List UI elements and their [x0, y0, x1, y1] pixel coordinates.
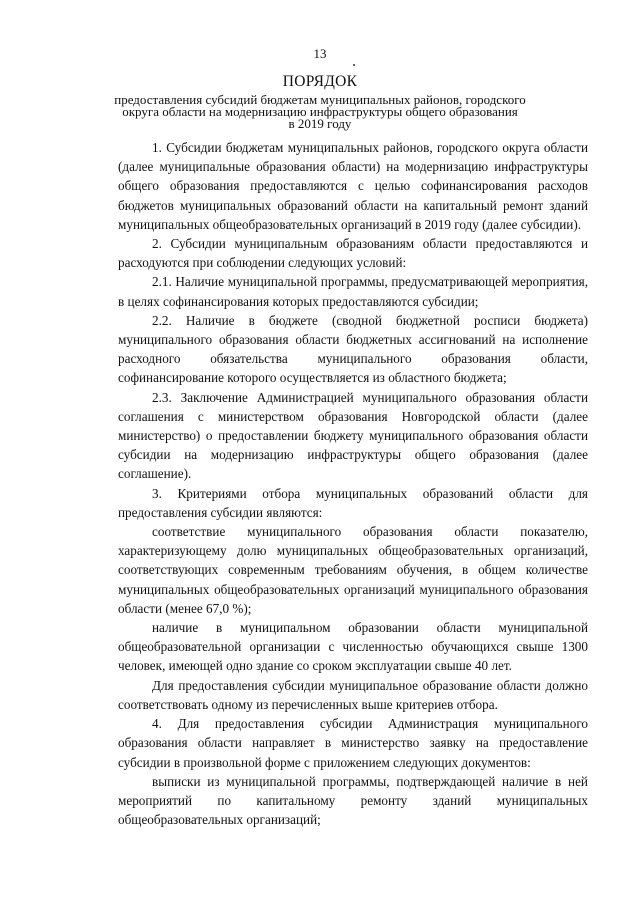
paragraph-2-3: 2.3. Заключение Администрацией муниципального образования области соглашения с министерством образования Новгородской области (далее министерство) о предоставлении бюджету муниципального образования области субсидии на модернизацию инфраструктуры общего образования (далее соглашение).: [118, 389, 588, 482]
document-body: [118, 138, 588, 829]
criterion-1: соответствие муниципального образования области показателю, характеризующему долю муниципальных общеобразовательных организаций, соответствующих современным требованиям обучения, в общем количестве муниципальных общеобразовательных организаций муниципального образования области (менее 67,0 %);: [118, 524, 588, 616]
paragraph-1: 1. Субсидии бюджетам муниципальных районов, городского округа области (далее муниципальные образования области) на модернизацию инфраструктуры общего образования предоставляются с целью софинансирования расходов бюджетов муниципальных образований области на капитальный ремонт зданий муниципальных общеобразовательных организаций в 2019 году (далее субсидии).: [118, 140, 588, 232]
document-title: ПОРЯДОК: [282, 73, 358, 90]
page-number: 13: [313, 46, 327, 61]
paragraph-3: 3. Критериями отбора муниципальных образований области для предоставления субсидии являются:: [118, 485, 588, 520]
document-subtitle: [80, 94, 560, 130]
paragraph-2: 2. Субсидии муниципальным образованиям области предоставляются и расходуются при соблюдении следующих условий:: [118, 236, 588, 271]
paragraph-2-1: 2.1. Наличие муниципальной программы, предусматривающей мероприятия, в целях софинансирования которых предоставляются субсидии;: [118, 274, 588, 309]
criteria-note: Для предоставления субсидии муниципальное образование области должно соответствовать одному из перечисленных выше критериев отбора.: [118, 677, 588, 712]
subtitle-line-1: предоставления субсидий бюджетам муниципальных районов, городского: [114, 92, 526, 107]
scan-dot: [353, 64, 355, 66]
criterion-2: наличие в муниципальном образовании области муниципальной общеобразовательной организации с численностью обучающихся свыше 1300 человек, имеющей одно здание со сроком эксплуатации свыше 40 лет.: [118, 620, 588, 674]
paragraph-2-2: 2.2. Наличие в бюджете (сводной бюджетной росписи бюджета) муниципального образования области бюджетных ассигнований на исполнение расходного обязательства муниципального образования области, софинансирование которого осуществляется из областного бюджета;: [118, 312, 588, 386]
subtitle-line-2: округа области на модернизацию инфраструктуры общего образования: [122, 104, 518, 119]
document-item-1: выписки из муниципальной программы, подтверждающей наличие в ней мероприятий по капитальному ремонту зданий муниципальных общеобразовательных организаций;: [118, 773, 588, 828]
subtitle-line-3: в 2019 году: [288, 116, 352, 131]
paragraph-4: 4. Для предоставления субсидии Администрация муниципального образования области направляет в министерство заявку на предоставление субсидии в произвольной форме с приложением следующих документов:: [118, 716, 588, 770]
